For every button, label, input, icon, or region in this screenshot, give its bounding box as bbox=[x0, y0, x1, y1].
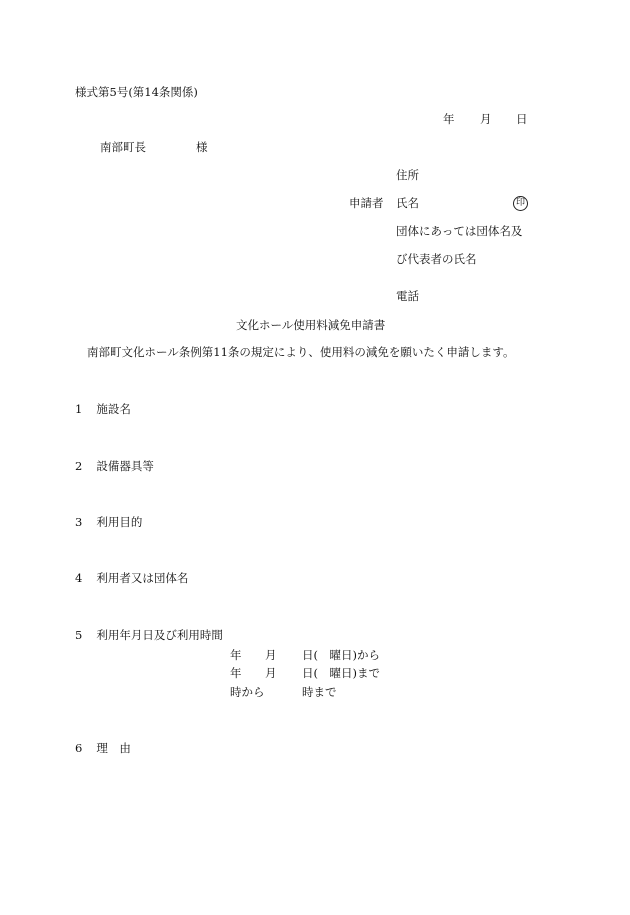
item-label: 利用目的 bbox=[96, 515, 143, 529]
item-6 bbox=[75, 743, 131, 755]
time-to: 時まで bbox=[302, 685, 337, 699]
period-from-month: 月 bbox=[265, 648, 277, 662]
item-label: 施設名 bbox=[96, 402, 131, 416]
item-label: 理 由 bbox=[96, 741, 131, 755]
period-from-year: 年 bbox=[230, 648, 242, 662]
address-label: 住所 bbox=[396, 168, 419, 182]
period-to-year: 年 bbox=[230, 666, 242, 680]
item-label: 利用者又は団体名 bbox=[96, 571, 189, 585]
item-number: 1 bbox=[75, 402, 83, 416]
date-year: 年 bbox=[443, 112, 455, 126]
group-note-line1: 団体にあっては団体名及 bbox=[396, 224, 523, 238]
name-label: 氏名 bbox=[396, 196, 419, 210]
item-number: 2 bbox=[75, 459, 83, 473]
applicant-label: 申請者 bbox=[349, 196, 384, 210]
period-to-month: 月 bbox=[265, 666, 277, 680]
seal-icon: 印 bbox=[513, 196, 528, 211]
item-number: 5 bbox=[75, 628, 83, 642]
time-from: 時から bbox=[230, 685, 265, 699]
date-month: 月 bbox=[480, 112, 492, 126]
group-note-line2: び代表者の氏名 bbox=[396, 252, 477, 266]
item-3 bbox=[75, 517, 142, 529]
item-number: 4 bbox=[75, 571, 83, 585]
item-number: 3 bbox=[75, 515, 83, 529]
date-day: 日 bbox=[516, 112, 528, 126]
addressee-honorific: 様 bbox=[196, 140, 208, 154]
document-title: 文化ホール使用料減免申請書 bbox=[236, 318, 386, 332]
item-label: 利用年月日及び利用時間 bbox=[96, 628, 223, 642]
period-to-day: 日( 曜日)まで bbox=[302, 666, 380, 680]
phone-label: 電話 bbox=[396, 289, 419, 303]
period-from-day: 日( 曜日)から bbox=[302, 648, 380, 662]
item-5 bbox=[75, 630, 223, 642]
seal-mark bbox=[513, 196, 528, 211]
intro-text: 南部町文化ホール条例第11条の規定により、使用料の減免を願いたく申請します。 bbox=[87, 345, 515, 359]
addressee-name: 南部町長 bbox=[100, 140, 146, 154]
item-label: 設備器具等 bbox=[96, 459, 154, 473]
item-4 bbox=[75, 573, 188, 585]
item-number: 6 bbox=[75, 741, 83, 755]
item-2 bbox=[75, 461, 154, 473]
item-1 bbox=[75, 404, 131, 416]
form-number: 様式第5号(第14条関係) bbox=[75, 85, 198, 99]
